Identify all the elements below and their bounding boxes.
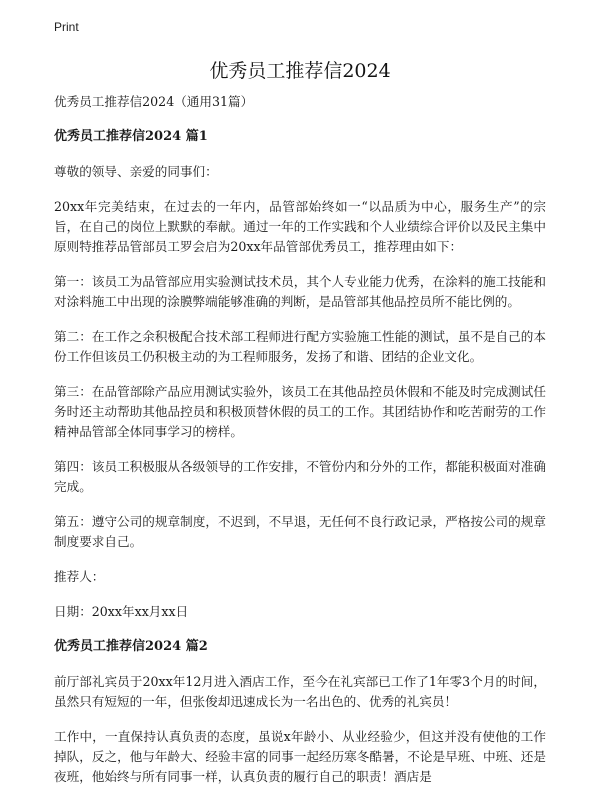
print-link[interactable]: Print xyxy=(54,20,79,34)
page-title: 优秀员工推荐信2024 xyxy=(209,60,391,82)
document-subtitle: 优秀员工推荐信2024（通用31篇） xyxy=(54,94,254,109)
greeting: 尊敬的领导、亲爱的同事们： xyxy=(54,164,218,179)
document-body xyxy=(54,92,546,802)
recommender-line: 推荐人： xyxy=(54,569,105,584)
section-heading-2: 优秀员工推荐信2024 篇2 xyxy=(54,639,208,654)
paragraph: 第五：遵守公司的规章制度，不迟到，不早退，无任何不良行政记录，严格按公司的规章制度要求自己。 xyxy=(54,514,546,549)
section-heading-1: 优秀员工推荐信2024 篇1 xyxy=(54,129,208,144)
paragraph: 第四：该员工积极服从各级领导的工作安排，不管份内和分外的工作，都能积极面对准确完成。 xyxy=(54,459,546,494)
paragraph: 工作中，一直保持认真负责的态度，虽说x年龄小、从业经验少，但这并没有使他的工作掉队，反之，他与年龄大、经验丰富的同事一起经历寒冬酷暑，不论是早班、中班、还是夜班，他始终与所有同事一样，认真负责的履行自己的职责！酒店是 xyxy=(54,729,546,784)
paragraph: 第一：该员工为品管部应用实验测试技术员，其个人专业能力优秀，在涂料的施工技能和对涂料施工中出现的涂膜弊端能够准确的判断，是品管部其他品控员所不能比例的。 xyxy=(54,274,546,309)
date-line: 日期：20xx年xx月xx日 xyxy=(54,604,189,619)
paragraph: 第三：在品管部除产品应用测试实验外，该员工在其他品控员休假和不能及时完成测试任务时还主动帮助其他品控员和积极顶替休假的员工的工作。其团结协作和吃苦耐劳的工作精神品管部全体同事学习的榜样。 xyxy=(54,384,546,439)
paragraph: 20xx年完美结束，在过去的一年内，品管部始终如一“以品质为中心，服务生产”的宗旨，在自己的岗位上默默的奉献。通过一年的工作实践和个人业绩综合评价以及民主集中原则特推荐品管部员工罗会启为20xx年品管部优秀员工，推荐理由如下： xyxy=(54,199,546,254)
paragraph: 前厅部礼宾员于20xx年12月进入酒店工作，至今在礼宾部已工作了1年零3个月的时间，虽然只有短短的一年，但张俊却迅速成长为一名出色的、优秀的礼宾员！ xyxy=(54,674,546,709)
paragraph: 第二：在工作之余积极配合技术部工程师进行配方实验施工性能的测试，虽不是自己的本份工作但该员工仍积极主动的为工程师服务，发扬了和谐、团结的企业文化。 xyxy=(54,329,546,364)
